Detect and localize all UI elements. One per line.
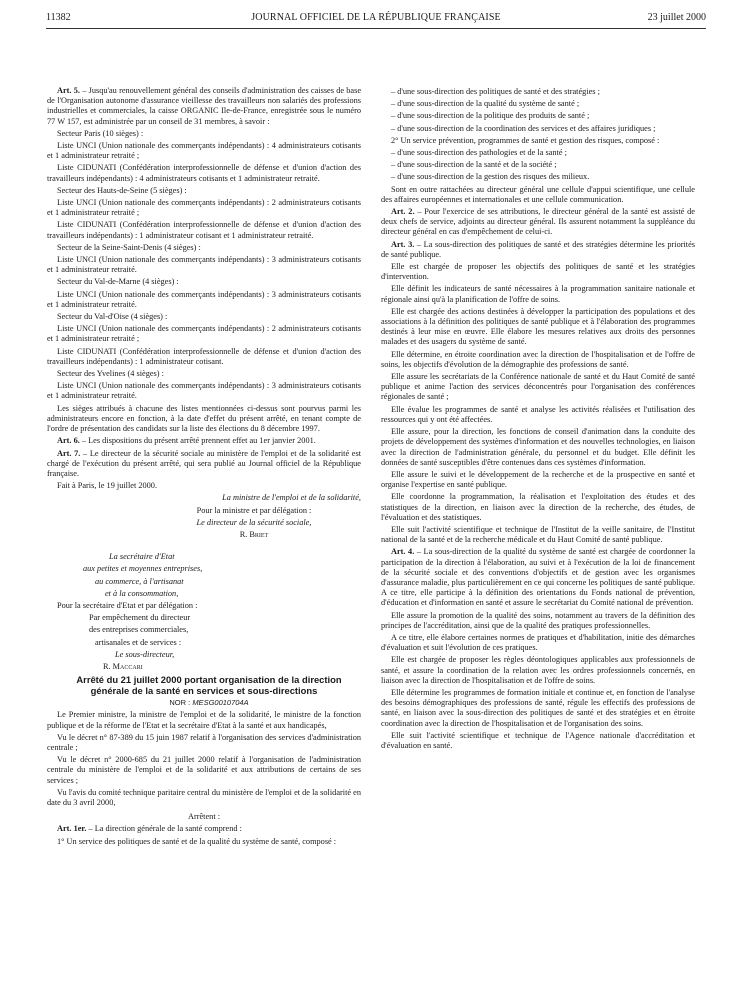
- paragraph: Elle évalue les programmes de santé et analyse les activités réalisées et l'utilisation des ressources qui y ont été affectées.: [381, 404, 695, 424]
- article-7: [47, 449, 361, 480]
- signature-line: au commerce, à l'artisanat: [95, 576, 184, 586]
- signature-line: La secrétaire d'Etat: [109, 552, 175, 562]
- sub-direction-item: – d'une sous-direction des politiques de santé et des stratégies ;: [391, 87, 600, 96]
- visa: Vu le décret n° 2000-685 du 21 juillet 2000 relatif à l'organisation de l'administration centrale du ministère de l'emploi et de la solidarité et aux attributions de certains de ses services ;: [47, 755, 361, 785]
- sector-heading: Secteur de la Seine-Saint-Denis (4 sièges) :: [57, 242, 201, 252]
- signature-line: et à la consommation,: [105, 588, 179, 598]
- article-label: Art. 2.: [391, 207, 415, 217]
- service-2: 2° Un service prévention, programmes de santé et gestion des risques, composé :: [391, 135, 660, 145]
- visa: Vu l'avis du comité technique paritaire central du ministère de l'emploi et de la solidarité en date du 3 avril 2000,: [47, 787, 361, 807]
- list-entry: Liste UNCI (Union nationale des commerçants indépendants) : 3 administrateurs cotisants et 1 administrateur retraité.: [47, 289, 361, 309]
- visa: Vu le décret n° 87-389 du 15 juin 1987 relatif à l'organisation des services d'administration centrale ;: [47, 732, 361, 752]
- attached-cells: Sont en outre rattachées au directeur général une cellule d'appui scientifique, une cellule des affaires européennes et internationales et une cellule communication.: [381, 184, 695, 204]
- sector-heading: Secteur des Hauts-de-Seine (5 sièges) :: [57, 185, 187, 195]
- paragraph: Elle assure le suivi et le développement de la recherche et de la prospective en santé et organise l'expertise en santé publique.: [381, 469, 695, 490]
- nor-value: MESG0010704A: [192, 698, 249, 708]
- paragraph: Elle assure les secrétariats de la Conférence nationale de santé et du Haut Comité de santé publique et anime l'action des services déconcentrés pour l'organisation des conférences régionales de santé ;: [381, 372, 695, 402]
- signature-line: La ministre de l'emploi et de la solidarité,: [222, 493, 361, 503]
- paragraph: Elle assure la promotion de la qualité des soins, notamment au travers de la définition des principes de l'accréditation, ainsi que de la qualité des pratiques professionnelles.: [381, 610, 695, 630]
- paragraph: Elle est chargée de proposer les règles déontologiques applicables aux professionnels de santé, et assure la coordination de la relation avec les ordres professionnels concernés, en liaison avec la direction de l'hospitalisation et de l'offre de soins.: [381, 655, 695, 685]
- sector-heading: Secteur du Val-d'Oise (4 sièges) :: [57, 312, 168, 322]
- list-entry: Liste UNCI (Union nationale des commerçants indépendants) : 2 administrateurs cotisants et 1 administrateur retraité ;: [47, 324, 361, 344]
- article-text: – La direction générale de la santé comprend :: [86, 824, 242, 834]
- issue-date: 23 juillet 2000: [647, 12, 706, 23]
- signature-line: Le directeur de la sécurité sociale,: [196, 517, 312, 527]
- paragraph: Elle détermine, en étroite coordination avec la direction de l'hospitalisation et de l'offre de soins, les objectifs d'évolution de la démographie des professions de santé.: [381, 349, 695, 369]
- list-entry: Liste UNCI (Union nationale des commerçants indépendants) : 2 administrateurs cotisants et 1 administrateur retraité ;: [47, 198, 361, 218]
- preamble: Le Premier ministre, la ministre de l'emploi et de la solidarité, le ministre de la fonction publique et de la réforme de l'Etat et la secrétaire d'Etat à la santé et aux handicapés,: [47, 710, 361, 730]
- article-3: [381, 240, 695, 260]
- signatory-name: R. Briet: [239, 529, 269, 539]
- article-text: – Les dispositions du présent arrêté prennent effet au 1er janvier 2001.: [79, 436, 316, 446]
- signature-line: Par empêchement du directeur: [89, 613, 191, 623]
- article-6: [47, 436, 361, 446]
- paragraph: Elle suit l'activité scientifique et technique de l'Agence nationale d'accréditation et d'évaluation en santé.: [381, 730, 695, 750]
- left-column: [47, 86, 361, 849]
- page-number: 11382: [46, 12, 71, 23]
- article-text: – La sous-direction de la qualité du système de santé est chargée de coordonner la participation de la direction à l'élaboration, au suivi et à l'exécution de la loi de financement de la sécurité sociale et des conventions d'objectifs et de gestion avec les organismes d'assurance maladie, plus particulièrement en ce qui concerne les politiques de santé publique. A ce titre, elle participe à la définition des orientations du Fonds national de prévention, d'éducation et d'information en santé et assure le secrétariat du Comité national de prévention.: [381, 547, 696, 608]
- arretent: Arrêtent :: [187, 812, 221, 822]
- page-header: [46, 10, 706, 29]
- article-4: [381, 547, 695, 608]
- article-1: [47, 824, 361, 834]
- paragraph: A ce titre, elle élabore certaines normes de pratiques et d'habilitation, initie des démarches d'évaluation et suit l'évolution de ces pratiques.: [381, 632, 695, 653]
- signatory-name: R. Maccari: [103, 661, 143, 671]
- sector-heading: Secteur du Val-de-Marne (4 sièges) :: [57, 277, 179, 287]
- list-entry: Liste CIDUNATI (Confédération interprofessionnelle de défense et d'union d'action des travailleurs indépendants) : 1 administrateur cotisant.: [47, 346, 361, 366]
- seats-paragraph: Les sièges attribués à chacune des listes mentionnées ci-dessus sont pourvus parmi les administrateurs encore en fonction, à la date d'effet du présent arrêté, en tenant compte de l'ordre de présentation des candidats sur la liste des élections du 8 décembre 1997.: [47, 403, 361, 434]
- list-entry: Liste CIDUNATI (Confédération interprofessionnelle de défense et d'union d'action des travailleurs indépendants) : 4 administrateurs cotisants et 1 administrateur retraité.: [47, 163, 361, 183]
- paragraph: Elle suit l'activité scientifique et technique de l'Institut de la veille sanitaire, de l'Institut national de la santé et de la recherche médicale et du Haut Comité de santé publique.: [381, 524, 695, 545]
- article-1-item: 1° Un service des politiques de santé et de la qualité du système de santé, composé :: [57, 836, 337, 846]
- sub-direction-item: – d'une sous-direction de la qualité du système de santé ;: [391, 99, 580, 109]
- signature-line: Pour la secrétaire d'Etat et par délégation :: [57, 600, 198, 610]
- article-label: Art. 3.: [391, 239, 415, 249]
- signature-line: Pour la ministre et par délégation :: [196, 505, 312, 515]
- nor-reference: [47, 698, 361, 708]
- article-text: – Le directeur de la sécurité sociale au ministère de l'emploi et de la solidarité est chargé de l'exécution du présent arrêté, qui sera publié au Journal officiel de la République française.: [47, 448, 362, 478]
- nor-label: NOR :: [169, 698, 193, 708]
- signature-line: des entreprises commerciales,: [89, 625, 189, 635]
- article-5: [47, 86, 361, 127]
- article-label: Art. 7.: [57, 448, 81, 458]
- list-entry: Liste UNCI (Union nationale des commerçants indépendants) : 3 administrateurs cotisants et 1 administrateur retraité.: [47, 255, 361, 275]
- sub-direction-item: – d'une sous-direction des pathologies et de la santé ;: [391, 148, 567, 158]
- paragraph: Elle définit les indicateurs de santé nécessaires à la programmation sanitaire nationale et régionale ainsi qu'à la planification de l'offre de soins.: [381, 284, 695, 304]
- list-entry: Liste UNCI (Union nationale des commerçants indépendants) : 3 administrateurs cotisants et 1 administrateur retraité.: [47, 381, 361, 401]
- signature-line: aux petites et moyennes entreprises,: [83, 564, 203, 574]
- paragraph: Elle est chargée des actions destinées à développer la participation des populations et des associations à la définition des politiques de santé publique et à l'élaboration des programmes destinés à leur mise en œuvre. Elle élabore les mesures relatives aux droits des personnes malades et des usagers du système de santé.: [381, 306, 695, 347]
- sub-direction-item: – d'une sous-direction de la coordination des services et des affaires juridiques ;: [391, 123, 656, 133]
- signature-line: Le sous-directeur,: [115, 649, 175, 659]
- list-entry: Liste CIDUNATI (Confédération interprofessionnelle de défense et d'union d'action des travailleurs indépendants) : 1 administrateur cotisant et 1 administrateur retraité.: [47, 220, 361, 240]
- sub-direction-item: – d'une sous-direction de la politique des produits de santé ;: [391, 111, 590, 121]
- article-text: – Pour l'exercice de ses attributions, le directeur général de la santé est assisté de deux chefs de service, adjoints au directeur général. Ils assurent notamment la suppléance du directeur général en cas d'empêchement de celui-ci.: [381, 207, 695, 237]
- signature-line: artisanales et de services :: [95, 637, 182, 647]
- paragraph: Elle est chargée de proposer les objectifs des politiques de santé et les stratégies d'intervention.: [381, 262, 695, 282]
- journal-title: JOURNAL OFFICIEL DE LA RÉPUBLIQUE FRANÇAISE: [251, 12, 501, 23]
- article-2: [381, 207, 695, 238]
- list-entry: Liste UNCI (Union nationale des commerçants indépendants) : 4 administrateurs cotisants et 1 administrateur retraité ;: [47, 141, 361, 161]
- article-label: Art. 1er.: [57, 824, 87, 834]
- right-column: [381, 87, 695, 753]
- sub-direction-item: – d'une sous-direction de la santé et de la société ;: [391, 160, 557, 170]
- paragraph: Elle coordonne la programmation, la réalisation et l'exploitation des études et des statistiques de la direction, en liaison avec la direction de la recherche, des études, de l'évaluation et des statistiques.: [381, 492, 695, 522]
- article-label: Art. 4.: [391, 547, 415, 557]
- article-label: Art. 6.: [57, 436, 80, 446]
- article-text: – Jusqu'au renouvellement général des conseils d'administration des caisses de base de l'Organisation autonome d'assurance vieillesse des travailleurs non salariés des professions industrielles et commerciales, la caisse ORGANIC Ile-de-France, enregistrée sous le numéro 77 W 157, est administrée par un conseil de 31 membres, à savoir :: [47, 86, 362, 126]
- decree-title: Arrêté du 21 juillet 2000 portant organisation de la direction générale de la santé en services et sous-directions: [76, 674, 342, 697]
- article-text: – La sous-direction des politiques de santé et des stratégies détermine les priorités de santé publique.: [381, 239, 695, 259]
- article-label: Art. 5.: [57, 86, 80, 95]
- done-at: Fait à Paris, le 19 juillet 2000.: [57, 481, 158, 491]
- sector-heading: Secteur des Yvelines (4 sièges) :: [57, 369, 164, 379]
- paragraph: Elle détermine les programmes de formation initiale et continue et, en fonction de l'analyse des besoins démographiques des professions de santé, régule les effectifs des professions de santé, en liaison avec la sous-direction des politiques de santé et des stratégies et en étroite coordination avec la direction de l'hospitalisation et de l'organisation des soins.: [381, 687, 695, 728]
- sector-heading: Secteur Paris (10 sièges) :: [57, 128, 144, 138]
- sub-direction-item: – d'une sous-direction de la gestion des risques des milieux.: [391, 172, 590, 182]
- paragraph: Elle assure, pour la direction, les fonctions de conseil d'animation dans la conduite des projets de développement des systèmes d'information et des nouvelles technologies, en liaison avec la direction de l'administration générale, du personnel et du budget. Elle définit les données de santé susceptibles d'être contenues dans ces systèmes d'information.: [381, 427, 695, 467]
